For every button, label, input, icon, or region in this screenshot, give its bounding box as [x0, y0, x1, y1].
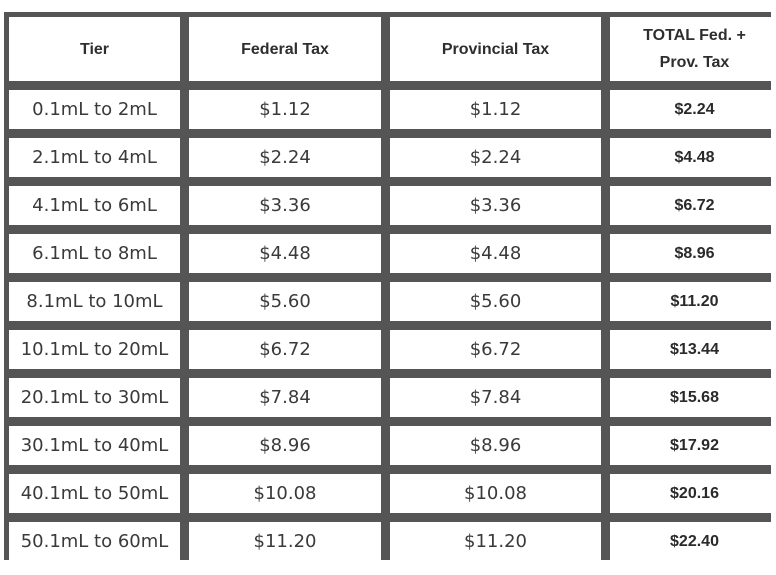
total-tax-cell-value: $22.40: [670, 532, 719, 550]
provincial-tax-cell: [390, 90, 601, 129]
header-total-tax: [610, 17, 776, 81]
provincial-tax-cell-value: $6.72: [469, 339, 522, 360]
tier-cell-value: 0.1mL to 2mL: [32, 99, 157, 120]
provincial-tax-cell-value: $10.08: [464, 483, 527, 504]
provincial-tax-cell-value: $2.24: [469, 147, 522, 168]
tier-cell: [9, 378, 180, 417]
tier-cell-value: 50.1mL to 60mL: [20, 531, 169, 552]
tier-cell: [9, 330, 180, 369]
tier-cell-value: 4.1mL to 6mL: [32, 195, 157, 216]
provincial-tax-cell-value: $8.96: [469, 435, 522, 456]
header-tier: [9, 17, 180, 81]
total-tax-cell-value: $15.68: [670, 388, 719, 406]
federal-tax-cell-value: $7.84: [259, 387, 311, 408]
tier-cell: [9, 234, 180, 273]
provincial-tax-cell-value: $4.48: [469, 243, 522, 264]
federal-tax-cell-value: $5.60: [259, 291, 311, 312]
tier-cell: [9, 282, 180, 321]
federal-tax-cell: [189, 522, 381, 561]
header-total-tax-label: [643, 22, 746, 76]
provincial-tax-cell-value: $1.12: [469, 99, 522, 120]
provincial-tax-cell: [390, 474, 601, 513]
header-federal-tax-label: Federal Tax: [241, 40, 329, 58]
header-federal-tax: [189, 17, 381, 81]
provincial-tax-cell-value: $11.20: [464, 531, 527, 552]
tier-cell: [9, 90, 180, 129]
tier-cell-value: 30.1mL to 40mL: [20, 435, 169, 456]
provincial-tax-cell-value: $3.36: [469, 195, 522, 216]
federal-tax-cell: [189, 426, 381, 465]
total-tax-cell: [610, 330, 776, 369]
total-tax-cell: [610, 522, 776, 561]
header-total-line2: Prov. Tax: [659, 54, 730, 71]
federal-tax-cell-value: $3.36: [259, 195, 311, 216]
federal-tax-cell-value: $2.24: [259, 147, 311, 168]
federal-tax-cell-value: $10.08: [253, 483, 317, 504]
provincial-tax-cell: [390, 426, 601, 465]
provincial-tax-cell: [390, 186, 601, 225]
federal-tax-cell: [189, 282, 381, 321]
provincial-tax-cell: [390, 234, 601, 273]
total-tax-cell: [610, 474, 776, 513]
total-tax-cell-value: $17.92: [670, 436, 719, 454]
header-provincial-tax: [390, 17, 601, 81]
tier-cell: [9, 522, 180, 561]
provincial-tax-cell: [390, 282, 601, 321]
total-tax-cell: [610, 186, 776, 225]
header-provincial-tax-label: Provincial Tax: [441, 40, 550, 58]
total-tax-cell-value: $8.96: [674, 244, 715, 262]
header-total-line1: TOTAL Fed. +: [643, 27, 746, 44]
tier-cell-value: 2.1mL to 4mL: [32, 147, 157, 168]
federal-tax-cell-value: $1.12: [259, 99, 311, 120]
federal-tax-cell: [189, 186, 381, 225]
federal-tax-cell-value: $4.48: [259, 243, 311, 264]
total-tax-cell-value: $20.16: [670, 484, 719, 502]
tier-cell-value: 10.1mL to 20mL: [20, 339, 169, 360]
federal-tax-cell-value: $11.20: [253, 531, 317, 552]
tier-cell: [9, 474, 180, 513]
total-tax-cell: [610, 282, 776, 321]
total-tax-cell-value: $11.20: [670, 292, 719, 310]
total-tax-cell: [610, 426, 776, 465]
federal-tax-cell-value: $8.96: [259, 435, 311, 456]
provincial-tax-cell-value: $5.60: [469, 291, 522, 312]
tier-cell-value: 6.1mL to 8mL: [32, 243, 157, 264]
federal-tax-cell: [189, 90, 381, 129]
tier-cell: [9, 426, 180, 465]
provincial-tax-cell: [390, 378, 601, 417]
total-tax-cell: [610, 90, 776, 129]
tier-cell: [9, 138, 180, 177]
federal-tax-cell: [189, 330, 381, 369]
tier-cell-value: 40.1mL to 50mL: [20, 483, 169, 504]
total-tax-cell-value: $13.44: [670, 340, 719, 358]
federal-tax-cell: [189, 234, 381, 273]
total-tax-cell: [610, 234, 776, 273]
federal-tax-cell: [189, 138, 381, 177]
tax-table: [4, 12, 771, 560]
tier-cell-value: 20.1mL to 30mL: [20, 387, 169, 408]
tier-cell-value: 8.1mL to 10mL: [26, 291, 163, 312]
total-tax-cell: [610, 378, 776, 417]
provincial-tax-cell: [390, 330, 601, 369]
provincial-tax-cell: [390, 522, 601, 561]
federal-tax-cell-value: $6.72: [259, 339, 311, 360]
provincial-tax-cell-value: $7.84: [469, 387, 522, 408]
tier-cell: [9, 186, 180, 225]
federal-tax-cell: [189, 378, 381, 417]
provincial-tax-cell: [390, 138, 601, 177]
federal-tax-cell: [189, 474, 381, 513]
total-tax-cell-value: $2.24: [674, 100, 715, 118]
total-tax-cell-value: $6.72: [674, 196, 715, 214]
total-tax-cell: [610, 138, 776, 177]
header-tier-label: Tier: [79, 40, 110, 58]
total-tax-cell-value: $4.48: [674, 148, 715, 166]
